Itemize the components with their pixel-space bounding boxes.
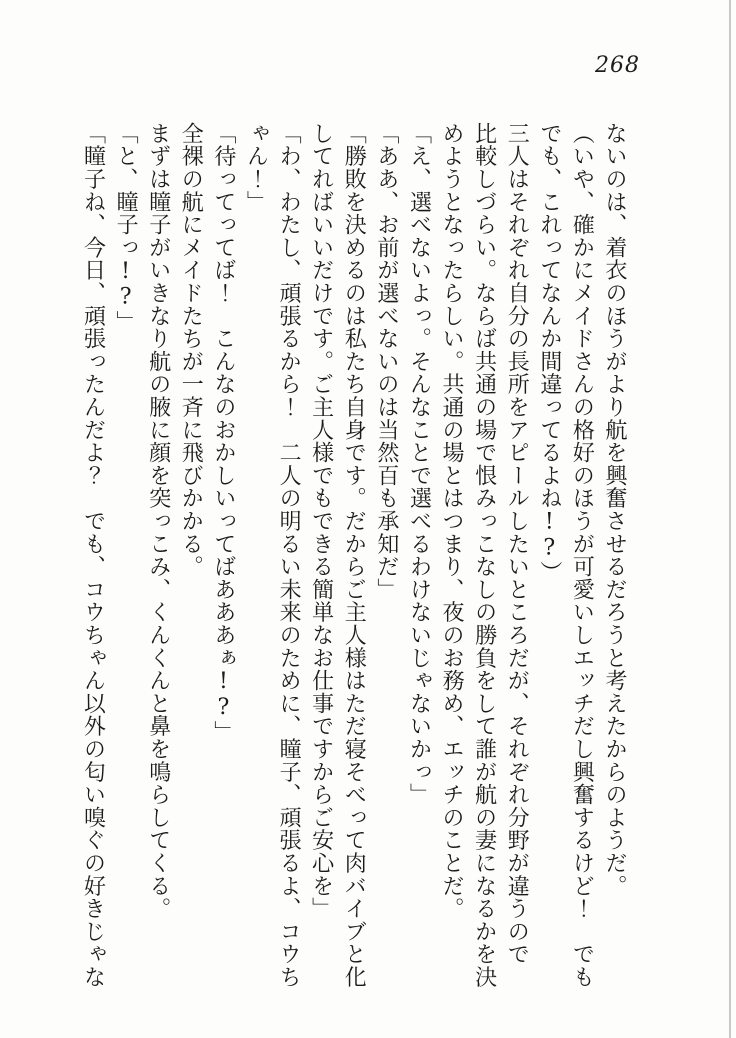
text-line: 「え、選べないよっ。そんなことで選べるわけないじゃないかっ」 [406,122,432,806]
text-line: 「瞳子ね、今日、頑張ったんだよ？ でも、コウちゃん以外の匂い嗅ぐの好きじゃな [80,122,106,989]
vertical-text-block [76,122,630,1007]
text-line: 「勝敗を決めるのは私たち自身です。だからご主人様はただ寝そべって肉バイブと化 [341,122,367,989]
text-line: 「ああ、お前が選べないのは当然百も承知だ」 [373,122,399,601]
text-line: めようとなったらしい。共通の場とはつまり、夜のお務め、エッチのことだ。 [439,122,465,920]
text-line: まずは瞳子がいきなり航の腋に顔を突っこみ、くんくんと鼻を鳴らしてくる。 [145,122,171,920]
text-line: 「と、瞳子っ!?」 [113,122,139,334]
text-line: 全裸の航にメイドたちが一斉に飛びかかる。 [178,122,204,578]
text-line: してればいいだけです。ご主人様でもできる簡単なお仕事ですからご安心を」 [308,122,334,920]
text-line: ないのは、着衣のほうがより航を興奮させるだろうと考えたからのようだ。 [602,122,627,898]
text-line: 「待ってってば！ こんなのおかしいってばあああぁ!?」 [210,122,236,744]
text-line: 三人はそれぞれ自分の長所をアピールしたいところだが、それぞれ分野が違うので [504,122,530,966]
text-line: でも、これってなんか間違ってるよね!?） [536,122,562,584]
text-line: （いや、確かにメイドさんの格好のほうが可愛いしエッチだし興奮するけど！ でも [569,122,595,989]
text-line: 「わ、わたし、頑張るから！ 二人の明るい未来のために、瞳子、頑張るよ、コウち [276,122,302,989]
page-edge-line [729,0,731,1038]
text-line: 比較しづらい。ならば共通の場で恨みっこなしの勝負をして誰が航の妻になるかを決 [471,122,497,989]
page-number: 268 [595,53,640,78]
text-line: ゃん！」 [243,122,269,214]
